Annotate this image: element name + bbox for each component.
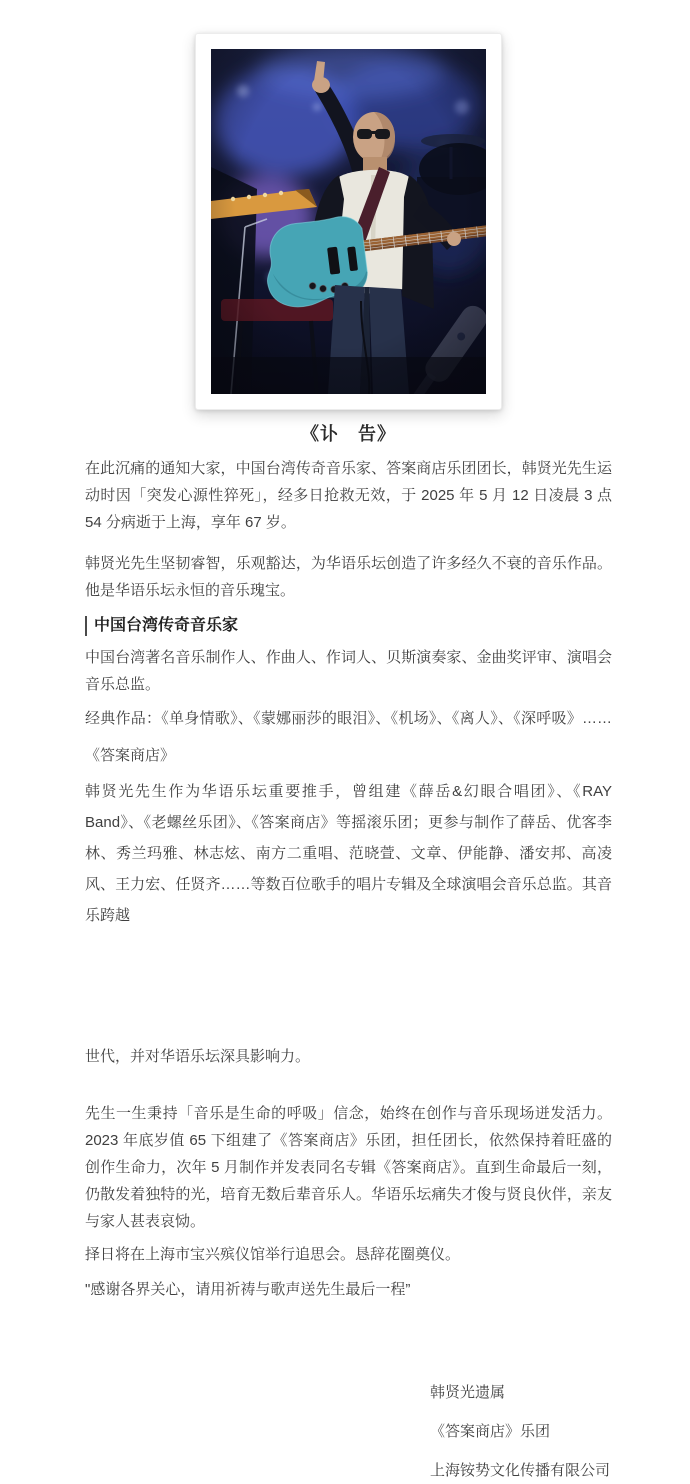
stage-photo bbox=[211, 49, 486, 394]
signature-family: 韩贤光遗属 bbox=[430, 1384, 506, 1401]
signature-company: 上海铵势文化传播有限公司 bbox=[430, 1462, 611, 1479]
section-heading-legendary-musician: 中国台湾传奇音乐家 bbox=[85, 616, 612, 636]
career-paragraph-continued: 世代，并对华语乐坛深具影响力。 bbox=[85, 1048, 311, 1065]
photo-vignette bbox=[211, 49, 486, 394]
memorial-arrangements-paragraph: 择日将在上海市宝兴殡仪馆举行追思会。恳辞花圈奠仪。 bbox=[85, 1246, 461, 1263]
memorial-photo-frame bbox=[195, 33, 502, 410]
career-paragraph: 韩贤光先生作为华语乐坛重要推手，曾组建《薛岳&幻眼合唱团》、《RAY Band》、《老螺丝乐团》、《答案商店》等摇滚乐团；更参与制作了薛岳、优客李林、秀兰玛雅、林志炫、南方二重唱、范晓萱、文章、伊能静、潘安邦、高凌风、王力宏、任贤齐……等数百位歌手的唱片专辑及全球演唱会音乐总监。其音乐跨越 bbox=[85, 783, 612, 924]
signature-band: 《答案商店》乐团 bbox=[430, 1423, 551, 1440]
obituary-title: 《讣 告》 bbox=[301, 424, 396, 444]
content-gap bbox=[85, 931, 612, 1043]
signature-block bbox=[430, 1379, 612, 1484]
tribute-paragraph: 韩贤光先生坚韧睿智，乐观豁达，为华语乐坛创造了许多经久不衰的音乐作品。他是华语乐坛永恒的音乐瑰宝。 bbox=[85, 555, 612, 599]
bio-paragraph: 中国台湾著名音乐制作人、作曲人、作词人、贝斯演奏家、金曲奖评审、演唱会音乐总监。 bbox=[85, 649, 612, 693]
classic-works-paragraph: 经典作品：《单身情歌》、《蒙娜丽莎的眼泪》、《机场》、《离人》、《深呼吸》……《答案商店》 bbox=[85, 710, 612, 764]
legacy-paragraph: 先生一生秉持「音乐是生命的呼吸」信念，始终在创作与音乐现场迸发活力。2023 年底岁值 65 下组建了《答案商店》乐团，担任团长，依然保持着旺盛的创作生命力，次年 5 月制作并发表同名专辑《答案商店》。直到生命最后一刻，仍散发着独特的光，培育无数后辈音乐人。华语乐坛痛失才俊与贤良伙伴，亲友与家人甚表哀恸。 bbox=[85, 1105, 612, 1230]
intro-paragraph: 在此沉痛的通知大家，中国台湾传奇音乐家、答案商店乐团团长，韩贤光先生运动时因「突发心源性猝死」，经多日抢救无效，于 2025 年 5 月 12 日凌晨 3 点 54 分病逝于上海，享年 67 岁。 bbox=[85, 460, 612, 531]
closing-quote: "感谢各界关心，请用祈祷与歌声送先生最后一程” bbox=[85, 1281, 411, 1298]
